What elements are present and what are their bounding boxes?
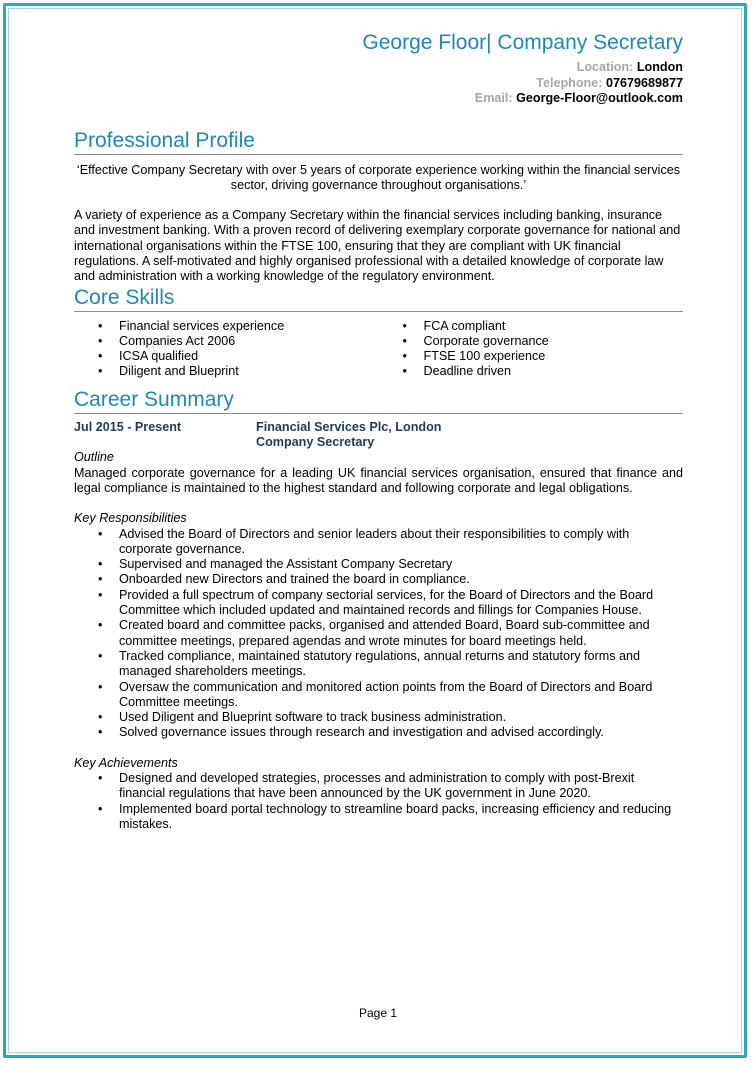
skills-list <box>74 319 683 380</box>
list-item: • Designed and developed strategies, processes and administration to comply with post-Brexit financial regulations that have been announced by the UK government in June 2020. <box>74 771 683 802</box>
achievements-label: Key Achievements <box>74 755 178 770</box>
list-item: • Created board and committee packs, organised and attended Board, Board sub-committee and committee meetings, prepared agendas and wrote minutes for board meetings held. <box>74 618 683 649</box>
section-title-career: Career Summary <box>74 388 683 414</box>
job-header <box>74 420 683 451</box>
email-label: Email: <box>474 91 513 105</box>
email-value: George-Floor@outlook.com <box>516 91 683 105</box>
list-item: • Tracked compliance, maintained statutory regulations, annual returns and statutory forms and managed shareholders meetings. <box>74 649 683 680</box>
profile-paragraph: A variety of experience as a Company Secretary within the financial services including banking, insurance and investment banking. With a proven record of delivering exemplary corporate governance for national and international organisations within the FTSE 100, ensuring that they are compliant with UK financial regulations. A self-motivated and highly organised professional with a detailed knowledge of corporate law and administration with a working knowledge of the regulatory environment. <box>74 208 681 284</box>
skills-left-column <box>74 319 379 380</box>
achievements-list <box>74 771 683 832</box>
responsibilities-list <box>74 527 683 741</box>
list-item: • Corporate governance <box>379 334 684 349</box>
list-item: • Advised the Board of Directors and senior leaders about their responsibilities to comply with corporate governance. <box>74 527 683 558</box>
cv-document <box>74 30 683 832</box>
telephone-value: 07679689877 <box>605 75 683 90</box>
list-item: • Solved governance issues through research and investigation and advised accordingly. <box>74 725 683 740</box>
outline-label: Outline <box>74 450 114 465</box>
list-item: • Implemented board portal technology to streamline board packs, increasing efficiency and reducing mistakes. <box>74 802 683 833</box>
section-title-skills: Core Skills <box>74 286 683 312</box>
list-item: • Deadline driven <box>379 364 684 379</box>
section-title-profile: Professional Profile <box>74 129 683 155</box>
outline-text: Managed corporate governance for a leading UK financial services organisation, ensured that finance and legal compliance is maintained to the highest standard and following corporate and legal obligations. <box>74 465 683 495</box>
list-item: • Used Diligent and Blueprint software to track business administration. <box>74 710 683 725</box>
job-date: Jul 2015 - Present <box>74 419 182 434</box>
list-item: • Diligent and Blueprint <box>74 364 379 379</box>
job-role: Company Secretary <box>256 435 375 450</box>
list-item: • FCA compliant <box>379 319 684 334</box>
contact-email <box>74 91 683 107</box>
name-title: George Floor| Company Secretary <box>362 31 683 54</box>
location-label: Location: <box>576 60 634 74</box>
contact-location <box>74 60 683 76</box>
list-item: • Provided a full spectrum of company sectorial services, for the Board of Directors and the Board Committee which included updated and maintained records and fillings for Companies House. <box>74 588 683 619</box>
page-number: Page 1 <box>358 1006 398 1020</box>
job-details <box>256 420 441 451</box>
list-item: • FTSE 100 experience <box>379 349 684 364</box>
list-item: • Oversaw the communication and monitored action points from the Board of Directors and Board Committee meetings. <box>74 680 683 711</box>
list-item: • Onboarded new Directors and trained the board in compliance. <box>74 572 683 587</box>
list-item: • Financial services experience <box>74 319 379 334</box>
list-item: • Companies Act 2006 <box>74 334 379 349</box>
contact-telephone <box>74 76 683 92</box>
list-item: • ICSA qualified <box>74 349 379 364</box>
job-employer: Financial Services Plc, London <box>256 419 442 434</box>
list-item: • Supervised and managed the Assistant Company Secretary <box>74 557 683 572</box>
skills-right-column <box>379 319 684 380</box>
telephone-label: Telephone: <box>536 75 603 90</box>
profile-quote: ‘Effective Company Secretary with over 5 years of corporate experience working within the financial services sector, driving governance throughout organisations.’ <box>76 162 681 192</box>
location-value: London <box>636 60 683 74</box>
responsibilities-label: Key Responsibilities <box>74 511 187 526</box>
